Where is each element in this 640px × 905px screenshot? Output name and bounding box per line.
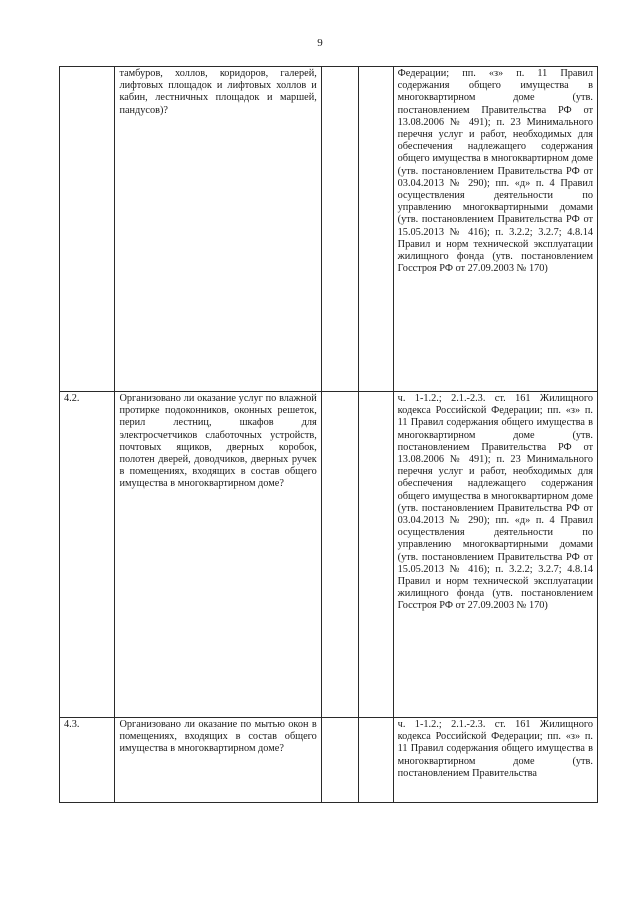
answer-cell-no — [358, 67, 393, 392]
item-number: 4.2. — [60, 392, 115, 718]
item-number — [60, 67, 115, 392]
question-text: Организовано ли оказание услуг по влажной протирке подоконников, оконных решеток, перил лестниц, шкафов для электросчетчиков слаботочных устройств, почтовых ящиков, дверных коробок, полотен дверей, доводчиков, дверных ручек в помещениях, входящих в состав общего имущества в многоквартирном доме? — [115, 392, 321, 718]
legal-reference: ч. 1-1.2.; 2.1.-2.3. ст. 161 Жилищного кодекса Российской Федерации; пп. «з» п. 11 Правил содержания общего имущества в многоквартирном доме (утв. постановлением Правительства РФ от 13.08.2006 № 491); п. 23 Минимального перечня услуг и работ, необходимых для обеспечения надлежащего содержания общего имущества в многоквартирном доме (утв. постановлением Правительства РФ от 03.04.2013 № 290); пп. «д» п. 4 Правил осуществления деятельности по управлению многоквартирными домами (утв. постановлением Правительства РФ от 15.05.2013 № 416); п. 3.2.2; 3.2.7; 4.8.14 Правил и норм технической эксплуатации жилищного фонда (утв. постановлением Госстроя РФ от 27.09.2003 № 170) — [393, 392, 597, 718]
answer-cell-yes — [321, 392, 358, 718]
table-row — [60, 392, 598, 718]
legal-reference: ч. 1-1.2.; 2.1.-2.3. ст. 161 Жилищного кодекса Российской Федерации; пп. «з» п. 11 Правил содержания общего имущества в многоквартирном доме (утв. постановлением Правительства — [397, 719, 593, 779]
answer-cell-no — [358, 392, 393, 718]
page-number: 9 — [317, 37, 323, 49]
question-text: тамбуров, холлов, коридоров, галерей, лифтовых площадок и лифтовых холлов и кабин, лестничных площадок и маршей, пандусов)? — [115, 67, 321, 392]
table-row — [60, 718, 598, 803]
item-number: 4.3. — [60, 718, 115, 803]
legal-reference: Федерации; пп. «з» п. 11 Правил содержания общего имущества в многоквартирном доме (утв. постановлением Правительства РФ от 13.08.2006 № 491); п. 23 Минимального перечня услуг и работ, необходимых для обеспечения надлежащего содержания общего имущества в многоквартирном доме (утв. постановлением Правительства РФ от 03.04.2013 № 290); пп. «д» п. 4 Правил осуществления деятельности по управлению многоквартирными домами (утв. постановлением Правительства РФ от 15.05.2013 № 416); п. 3.2.2; 3.2.7; 4.8.14 Правил и норм технической эксплуатации жилищного фонда (утв. постановлением Госстроя РФ от 27.09.2003 № 170) — [393, 67, 597, 392]
checklist-table — [59, 66, 598, 803]
legal-reference-cell — [393, 718, 597, 803]
question-text: Организовано ли оказание по мытью окон в помещениях, входящих в состав общего имущества в многоквартирном доме? — [115, 718, 321, 803]
answer-cell-no — [358, 718, 393, 803]
answer-cell-yes — [321, 718, 358, 803]
table-row — [60, 67, 598, 392]
answer-cell-yes — [321, 67, 358, 392]
